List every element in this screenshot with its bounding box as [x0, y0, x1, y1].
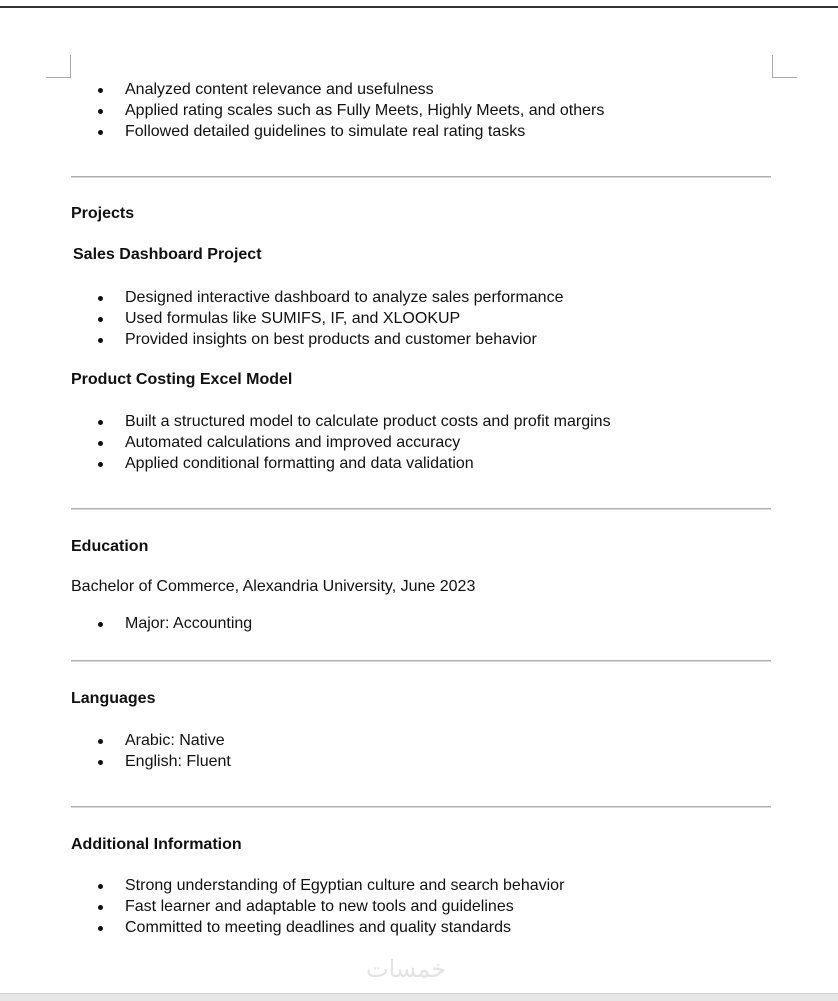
experience-bullets [0, 79, 604, 142]
education-degree: Bachelor of Commerce, Alexandria University, June 2023 [71, 578, 476, 595]
list-item: Major: Accounting [0, 613, 252, 634]
projects-heading: Projects [71, 205, 135, 222]
list-item: Built a structured model to calculate product costs and profit margins [0, 411, 611, 432]
section-divider [71, 660, 771, 662]
list-item: Strong understanding of Egyptian culture and search behavior [0, 875, 564, 896]
list-item: Applied rating scales such as Fully Meets, Highly Meets, and others [0, 100, 604, 121]
list-item: Automated calculations and improved accuracy [0, 432, 611, 453]
list-item: Analyzed content relevance and usefulness [0, 79, 604, 100]
list-item: Applied conditional formatting and data validation [0, 453, 611, 474]
list-item: Committed to meeting deadlines and quality standards [0, 917, 564, 938]
education-bullets [0, 613, 252, 634]
list-item: Provided insights on best products and customer behavior [0, 329, 563, 350]
list-item: Designed interactive dashboard to analyze sales performance [0, 287, 563, 308]
list-item: Arabic: Native [0, 730, 231, 751]
list-item: Followed detailed guidelines to simulate real rating tasks [0, 121, 604, 142]
section-divider [71, 176, 771, 178]
list-item: Fast learner and adaptable to new tools and guidelines [0, 896, 564, 917]
window-top-border [0, 6, 838, 8]
list-item: Used formulas like SUMIFS, IF, and XLOOKUP [0, 308, 563, 329]
project-bullets [0, 411, 611, 474]
margin-corner-right [772, 55, 797, 78]
languages-bullets [0, 730, 231, 772]
watermark-logo: خمسات [366, 955, 447, 983]
list-item: English: Fluent [0, 751, 231, 772]
education-heading: Education [71, 538, 149, 555]
project-bullets [0, 287, 563, 350]
additional-bullets [0, 875, 564, 938]
section-divider [71, 508, 771, 510]
section-divider [71, 806, 771, 808]
languages-heading: Languages [71, 690, 156, 707]
project-title: Product Costing Excel Model [71, 371, 293, 388]
additional-heading: Additional Information [71, 836, 242, 853]
margin-corner-left [46, 55, 71, 78]
project-title: Sales Dashboard Project [73, 246, 262, 263]
